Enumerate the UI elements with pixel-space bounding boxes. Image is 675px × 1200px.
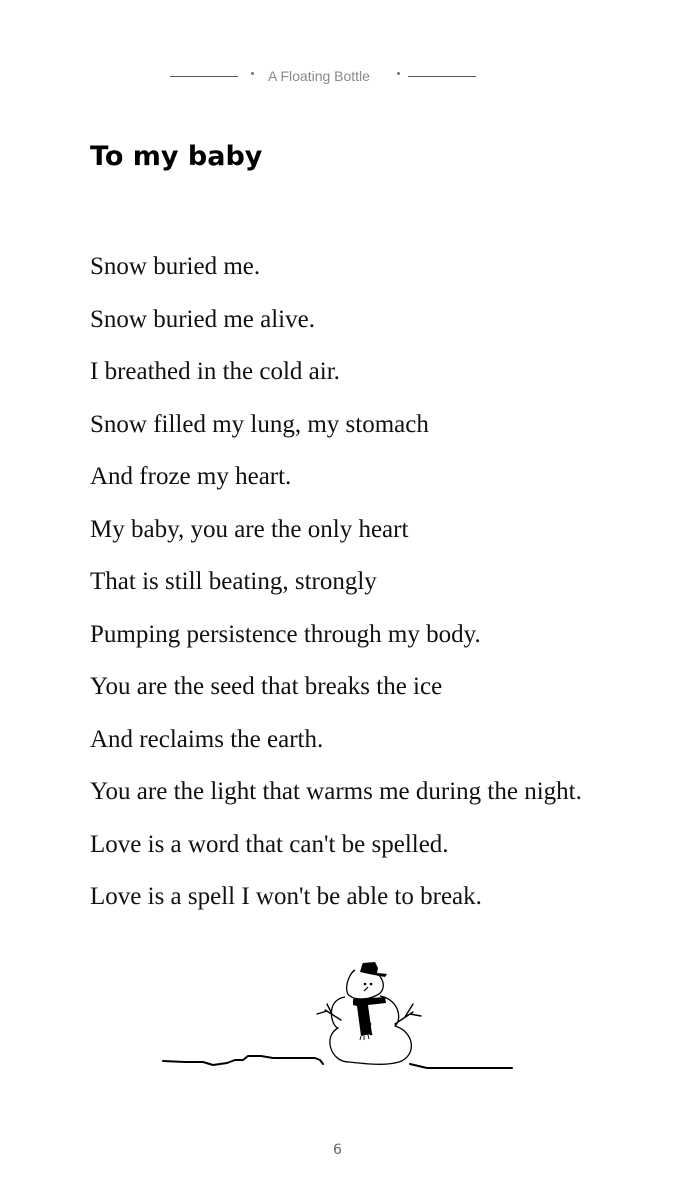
header-dot-right	[397, 72, 400, 75]
running-title: A Floating Bottle	[268, 68, 370, 84]
poem-line: My baby, you are the only heart	[90, 515, 409, 543]
poem-line: Snow filled my lung, my stomach	[90, 410, 429, 438]
poem-line: And froze my heart.	[90, 463, 292, 490]
snowman-icon	[155, 950, 525, 1080]
poem-title: To my baby	[90, 141, 263, 172]
poem-line: Love is a spell I won't be able to break.	[90, 883, 482, 910]
running-header	[0, 66, 675, 88]
page-number: 6	[333, 1142, 342, 1158]
eye-icon	[370, 983, 373, 986]
header-dot-left	[251, 72, 254, 75]
poem-line: Pumping persistence through my body.	[90, 620, 481, 648]
poem-line: Snow buried me alive.	[90, 305, 315, 333]
poem-line: Snow buried me.	[90, 253, 261, 280]
poem-line: You are the seed that breaks the ice	[90, 673, 443, 700]
poem-body	[90, 250, 582, 933]
poem-line: You are the light that warms me during the night.	[90, 778, 582, 805]
poem-line: That is still beating, strongly	[90, 568, 377, 595]
poem-line: Love is a word that can't be spelled.	[90, 830, 449, 858]
header-rule-right	[408, 76, 476, 77]
eye-icon	[364, 983, 367, 986]
poem-line: I breathed in the cold air.	[90, 358, 340, 385]
header-rule-left	[170, 76, 238, 77]
poem-line: And reclaims the earth.	[90, 725, 324, 753]
